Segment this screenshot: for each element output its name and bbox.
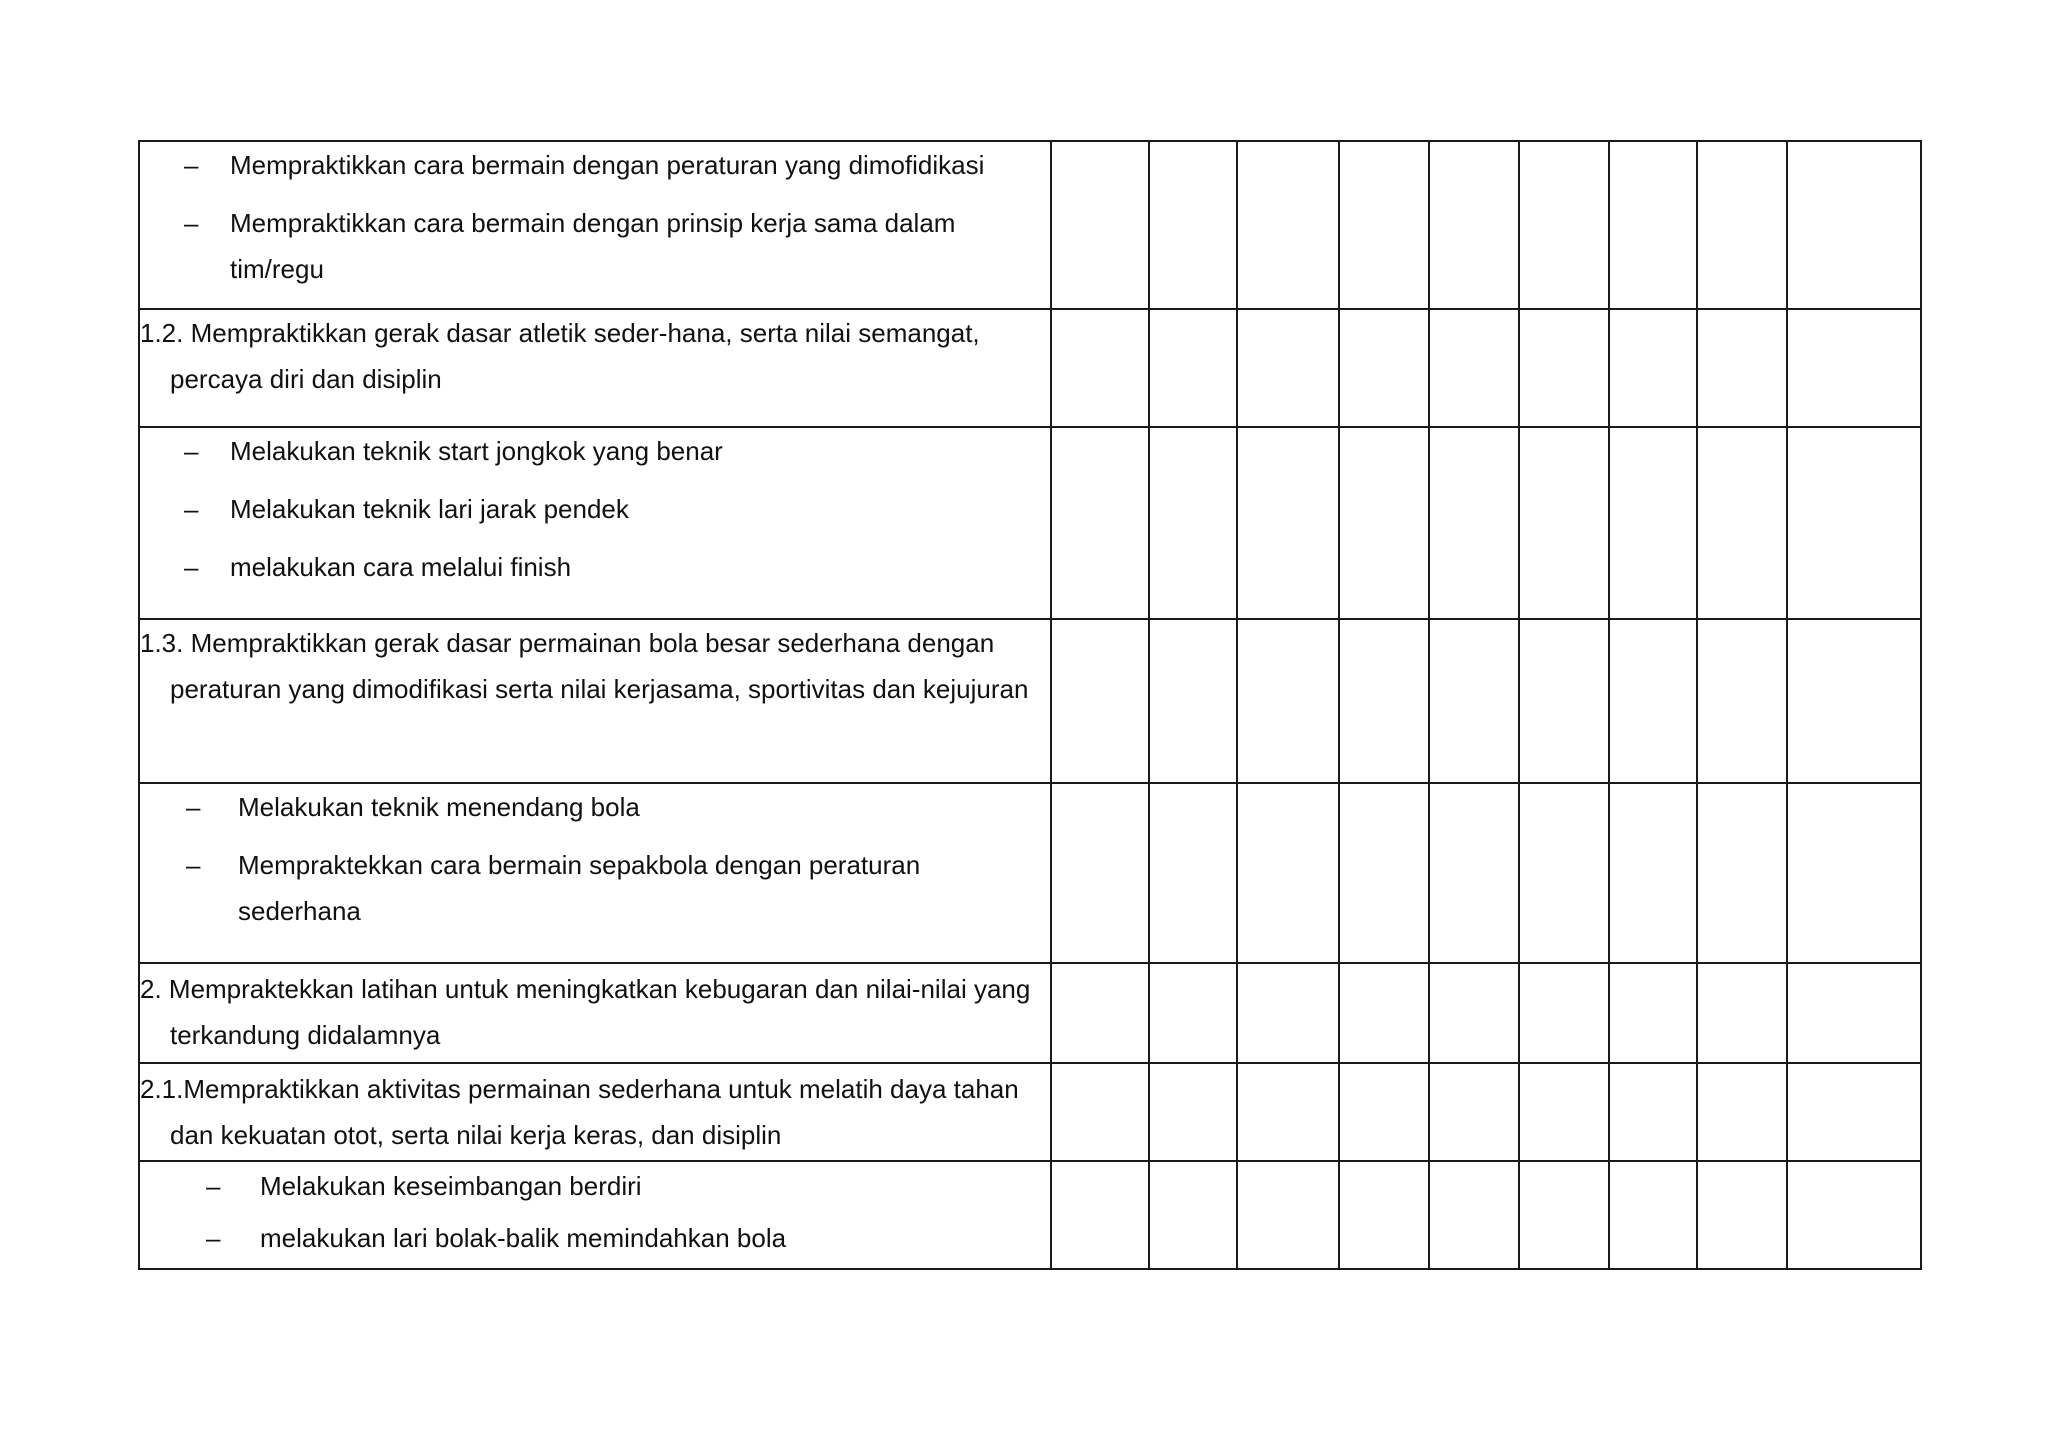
indicator-cell	[139, 1161, 1051, 1269]
empty-cell	[1697, 427, 1787, 619]
empty-cell	[1149, 141, 1237, 309]
list-item	[140, 200, 1050, 292]
list-item	[140, 1218, 1050, 1258]
empty-cell	[1609, 141, 1697, 309]
indicator-cell	[139, 963, 1051, 1063]
indicator-cell	[139, 1063, 1051, 1161]
empty-cell	[1051, 309, 1149, 427]
empty-cell	[1697, 141, 1787, 309]
dash-icon: –	[184, 436, 199, 466]
empty-cell	[1519, 309, 1609, 427]
empty-cell	[1609, 963, 1697, 1063]
empty-cell	[1429, 963, 1519, 1063]
empty-cell	[1237, 141, 1339, 309]
list-item	[140, 544, 1050, 590]
table-row	[139, 141, 1921, 309]
empty-cell	[1237, 963, 1339, 1063]
list-item-text: melakukan lari bolak-balik memindahkan bola	[260, 1223, 787, 1253]
empty-cell	[1609, 1063, 1697, 1161]
empty-cell	[1609, 783, 1697, 963]
empty-cell	[1787, 141, 1921, 309]
list-item-text: Melakukan keseimbangan berdiri	[260, 1171, 642, 1201]
list-item-text: Mempraktikkan cara bermain dengan prinsip kerja sama dalam tim/regu	[230, 208, 956, 284]
indicator-cell	[139, 619, 1051, 783]
list-item	[140, 486, 1050, 532]
assessment-table	[138, 140, 1922, 1270]
dash-icon: –	[186, 850, 201, 880]
empty-cell	[1237, 427, 1339, 619]
empty-cell	[1149, 427, 1237, 619]
list-item-text: Melakukan teknik lari jarak pendek	[230, 494, 629, 524]
empty-cell	[1149, 1063, 1237, 1161]
empty-cell	[1697, 963, 1787, 1063]
table-row	[139, 309, 1921, 427]
empty-cell	[1519, 141, 1609, 309]
list-item	[140, 784, 1050, 830]
empty-cell	[1787, 1161, 1921, 1269]
empty-cell	[1051, 783, 1149, 963]
empty-cell	[1609, 1161, 1697, 1269]
list-item	[140, 842, 1050, 934]
empty-cell	[1149, 309, 1237, 427]
empty-cell	[1339, 427, 1429, 619]
empty-cell	[1519, 427, 1609, 619]
indicator-cell	[139, 309, 1051, 427]
empty-cell	[1519, 783, 1609, 963]
empty-cell	[1697, 619, 1787, 783]
empty-cell	[1339, 1063, 1429, 1161]
empty-cell	[1429, 1161, 1519, 1269]
sub-indicator-list	[140, 1166, 1050, 1258]
empty-cell	[1339, 141, 1429, 309]
empty-cell	[1339, 783, 1429, 963]
empty-cell	[1697, 1161, 1787, 1269]
empty-cell	[1519, 963, 1609, 1063]
empty-cell	[1051, 141, 1149, 309]
empty-cell	[1149, 963, 1237, 1063]
empty-cell	[1339, 619, 1429, 783]
empty-cell	[1519, 1063, 1609, 1161]
empty-cell	[1339, 1161, 1429, 1269]
competency-heading: 2.1.Mempraktikkan aktivitas permainan sederhana untuk melatih daya tahan dan kekuatan otot, serta nilai kerja keras, dan disiplin	[140, 1074, 1019, 1150]
empty-cell	[1519, 1161, 1609, 1269]
empty-cell	[1787, 427, 1921, 619]
sub-indicator-list	[140, 142, 1050, 292]
empty-cell	[1429, 309, 1519, 427]
empty-cell	[1051, 427, 1149, 619]
list-item-text: melakukan cara melalui finish	[230, 552, 572, 582]
dash-icon: –	[184, 494, 199, 524]
table-row	[139, 1161, 1921, 1269]
list-item-text: Melakukan teknik menendang bola	[238, 792, 640, 822]
empty-cell	[1237, 619, 1339, 783]
empty-cell	[1429, 1063, 1519, 1161]
list-item-text: Mempraktekkan cara bermain sepakbola dengan peraturan sederhana	[238, 850, 921, 926]
empty-cell	[1339, 309, 1429, 427]
empty-cell	[1051, 619, 1149, 783]
empty-cell	[1429, 141, 1519, 309]
empty-cell	[1237, 1063, 1339, 1161]
indicator-cell	[139, 141, 1051, 309]
empty-cell	[1787, 783, 1921, 963]
list-item-text: Melakukan teknik start jongkok yang benar	[230, 436, 723, 466]
empty-cell	[1429, 783, 1519, 963]
empty-cell	[1149, 1161, 1237, 1269]
empty-cell	[1697, 309, 1787, 427]
table-row	[139, 963, 1921, 1063]
empty-cell	[1697, 783, 1787, 963]
empty-cell	[1609, 619, 1697, 783]
empty-cell	[1149, 619, 1237, 783]
empty-cell	[1787, 619, 1921, 783]
empty-cell	[1609, 309, 1697, 427]
dash-icon: –	[206, 1171, 221, 1201]
empty-cell	[1237, 783, 1339, 963]
indicator-cell	[139, 427, 1051, 619]
list-item	[140, 1166, 1050, 1206]
empty-cell	[1237, 1161, 1339, 1269]
table-row	[139, 427, 1921, 619]
sub-indicator-list	[140, 428, 1050, 590]
empty-cell	[1149, 783, 1237, 963]
empty-cell	[1519, 619, 1609, 783]
empty-cell	[1339, 963, 1429, 1063]
dash-icon: –	[184, 150, 199, 180]
empty-cell	[1787, 963, 1921, 1063]
list-item	[140, 142, 1050, 188]
table-row	[139, 1063, 1921, 1161]
empty-cell	[1051, 963, 1149, 1063]
empty-cell	[1051, 1161, 1149, 1269]
dash-icon: –	[184, 552, 199, 582]
empty-cell	[1429, 619, 1519, 783]
table-row	[139, 783, 1921, 963]
empty-cell	[1237, 309, 1339, 427]
list-item-text: Mempraktikkan cara bermain dengan peraturan yang dimofidikasi	[230, 150, 985, 180]
competency-heading: 2. Mempraktekkan latihan untuk meningkatkan kebugaran dan nilai-nilai yang terkandung didalamnya	[140, 974, 1031, 1050]
empty-cell	[1787, 1063, 1921, 1161]
dash-icon: –	[206, 1223, 221, 1253]
indicator-cell	[139, 783, 1051, 963]
competency-heading: 1.2. Mempraktikkan gerak dasar atletik seder-hana, serta nilai semangat, percaya diri dan disiplin	[140, 318, 980, 394]
empty-cell	[1051, 1063, 1149, 1161]
empty-cell	[1429, 427, 1519, 619]
table-row	[139, 619, 1921, 783]
dash-icon: –	[186, 792, 201, 822]
empty-cell	[1787, 309, 1921, 427]
sub-indicator-list	[140, 784, 1050, 934]
empty-cell	[1697, 1063, 1787, 1161]
competency-heading: 1.3. Mempraktikkan gerak dasar permainan bola besar sederhana dengan peraturan yang dimodifikasi serta nilai kerjasama, sportivitas dan kejujuran	[140, 628, 1029, 704]
list-item	[140, 428, 1050, 474]
empty-cell	[1609, 427, 1697, 619]
dash-icon: –	[184, 208, 199, 238]
